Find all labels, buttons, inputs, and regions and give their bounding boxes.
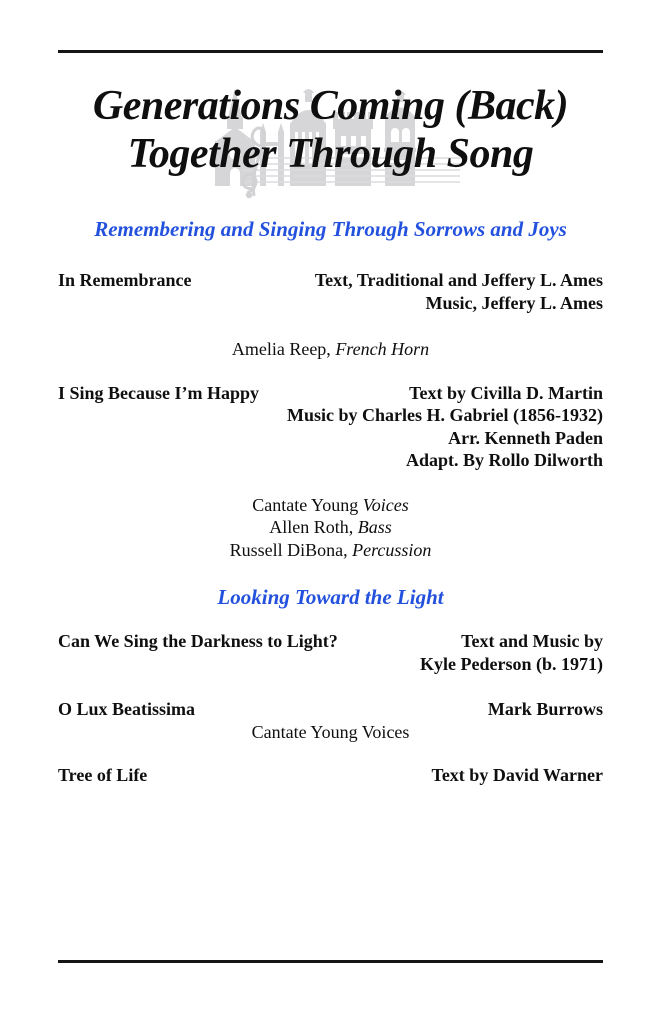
program-content <box>58 82 603 787</box>
piece-title: Tree of Life <box>58 765 148 785</box>
piece-row-i-sing-because-im-happy <box>58 382 603 472</box>
performer-name: Cantate Young Voices <box>251 721 410 742</box>
performers-line <box>58 539 603 562</box>
credit-line: Music by Charles H. Gabriel (1856-1932) <box>287 405 603 425</box>
performer-role: French Horn <box>335 339 430 359</box>
page-title <box>58 82 603 178</box>
piece-title: In Remembrance <box>58 270 192 290</box>
piece-row-o-lux-beatissima <box>58 698 603 721</box>
credit-line: Kyle Pederson (b. 1971) <box>420 653 603 674</box>
performers-line <box>58 516 603 539</box>
piece-title: I Sing Because I’m Happy <box>58 382 260 403</box>
performer-role: Percussion <box>352 539 432 560</box>
piece-credits <box>338 630 603 675</box>
performers-line <box>58 721 603 744</box>
performer-name: Allen Roth, <box>269 517 358 537</box>
top-horizontal-rule <box>58 50 603 53</box>
credit-line: Mark Burrows <box>487 699 603 719</box>
section-heading-looking-toward-the-light: Looking Toward the Light <box>217 585 444 609</box>
performer-role: Bass <box>357 517 392 537</box>
piece-credits <box>195 698 603 721</box>
performers-line <box>58 494 603 517</box>
credit-line: Text and Music by <box>461 631 603 651</box>
performer-name: Amelia Reep, <box>231 339 336 359</box>
credit-line: Text by David Warner <box>431 765 603 785</box>
piece-title: O Lux Beatissima <box>58 699 196 719</box>
piece-row-in-remembrance <box>58 269 603 314</box>
credit-line: Adapt. By Rollo Dilworth <box>405 450 603 470</box>
credit-line: Music, Jeffery L. Ames <box>425 292 603 313</box>
piece-credits <box>191 269 603 314</box>
performers-block <box>58 494 603 562</box>
piece-row-tree-of-life <box>58 764 603 787</box>
page-title-line-2: Together Through Song <box>127 131 534 177</box>
section-heading-sorrows-and-joys: Remembering and Singing Through Sorrows and Joys <box>94 217 567 241</box>
page-title-line-1: Generations Coming (Back) <box>92 83 569 129</box>
piece-row-can-we-sing-the-darkness-to-light <box>58 630 603 675</box>
performers-line <box>58 338 603 361</box>
credit-line: Arr. Kenneth Paden <box>448 427 603 448</box>
performer-role: Voices <box>362 494 409 515</box>
performer-name: Cantate Young <box>252 494 363 515</box>
performer-name: Russell DiBona, <box>229 539 353 560</box>
piece-credits <box>147 764 603 787</box>
piece-title: Can We Sing the Darkness to Light? <box>58 631 338 651</box>
credit-line: Text by Civilla D. Martin <box>409 382 603 403</box>
credit-line: Text, Traditional and Jeffery L. Ames <box>314 270 603 290</box>
piece-credits <box>259 382 603 472</box>
bottom-horizontal-rule <box>58 960 603 963</box>
